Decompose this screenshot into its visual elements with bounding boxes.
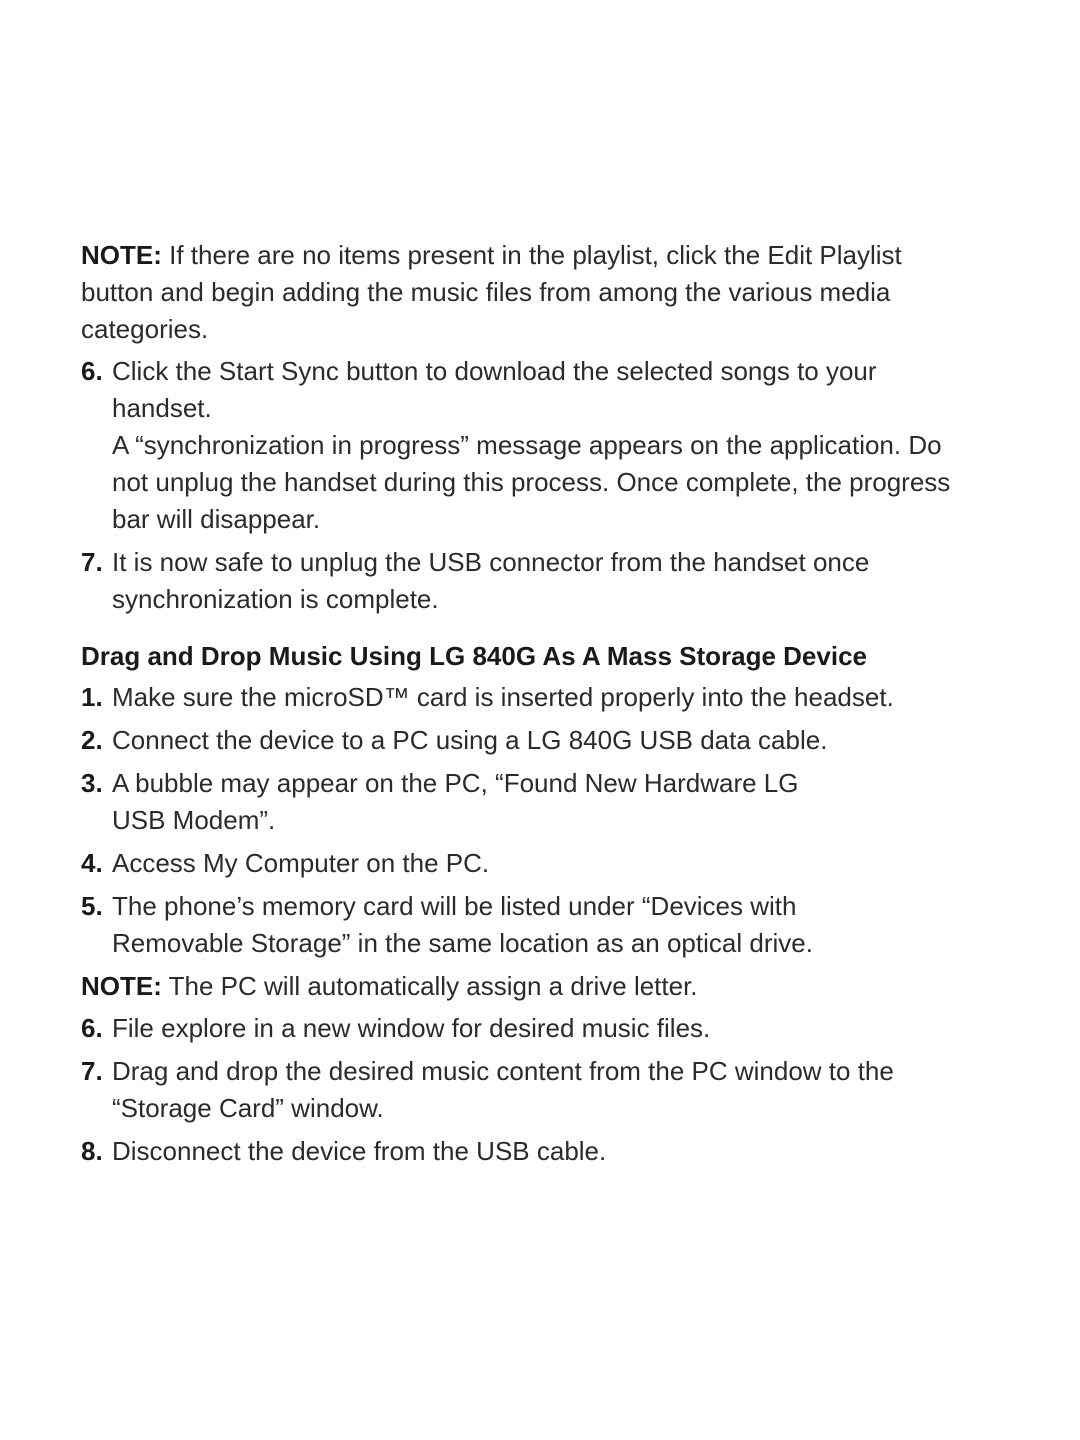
step-number: 7. xyxy=(81,547,103,577)
list-item xyxy=(81,1053,981,1127)
note-playlist xyxy=(81,237,981,348)
step-number: 4. xyxy=(81,848,103,878)
step-text: Connect the device to a PC using a LG 840G USB data cable. xyxy=(112,725,828,755)
list-item xyxy=(81,1010,981,1047)
note-text: If there are no items present in the playlist, click the Edit Playlist button and begin adding the music files from among the various media categories. xyxy=(81,240,902,344)
list-item xyxy=(81,679,981,716)
list-item xyxy=(81,845,981,882)
step-text: A bubble may appear on the PC, “Found New Hardware LG USB Modem”. xyxy=(112,768,799,835)
step-text: Access My Computer on the PC. xyxy=(112,848,490,878)
step-text: File explore in a new window for desired music files. xyxy=(112,1013,711,1043)
list-item xyxy=(81,722,981,759)
step-number: 3. xyxy=(81,768,103,798)
step-text: Click the Start Sync button to download the selected songs to your handset. xyxy=(112,356,877,423)
step-text: It is now safe to unplug the USB connector from the handset once synchronization is complete. xyxy=(112,547,870,614)
step-extra-text: A “synchronization in progress” message appears on the application. Do not unplug the handset during this process. Once complete, the progress bar will disappear. xyxy=(112,430,951,534)
note-label: NOTE: xyxy=(81,971,162,1001)
step-number: 5. xyxy=(81,891,103,921)
list-item xyxy=(81,1133,981,1170)
step-number: 1. xyxy=(81,682,103,712)
list-item xyxy=(81,765,981,839)
step-number: 6. xyxy=(81,1013,103,1043)
note-text: The PC will automatically assign a drive letter. xyxy=(161,971,698,1001)
step-text: Make sure the microSD™ card is inserted properly into the headset. xyxy=(112,682,894,712)
step-text: Disconnect the device from the USB cable. xyxy=(112,1136,607,1166)
step-number: 6. xyxy=(81,356,103,386)
step-text: Drag and drop the desired music content from the PC window to the “Storage Card” window. xyxy=(112,1056,894,1123)
document-page xyxy=(81,237,981,1176)
section-heading: Drag and Drop Music Using LG 840G As A Mass Storage Device xyxy=(81,641,867,671)
step-text: The phone’s memory card will be listed under “Devices with Removable Storage” in the same location as an optical drive. xyxy=(112,891,813,958)
step-number: 2. xyxy=(81,725,103,755)
note-drive-letter xyxy=(81,968,981,1005)
step-number: 7. xyxy=(81,1056,103,1086)
list-item xyxy=(81,544,981,618)
list-item xyxy=(81,353,981,538)
list-item xyxy=(81,888,981,962)
note-label: NOTE: xyxy=(81,240,162,270)
step-number: 8. xyxy=(81,1136,103,1166)
